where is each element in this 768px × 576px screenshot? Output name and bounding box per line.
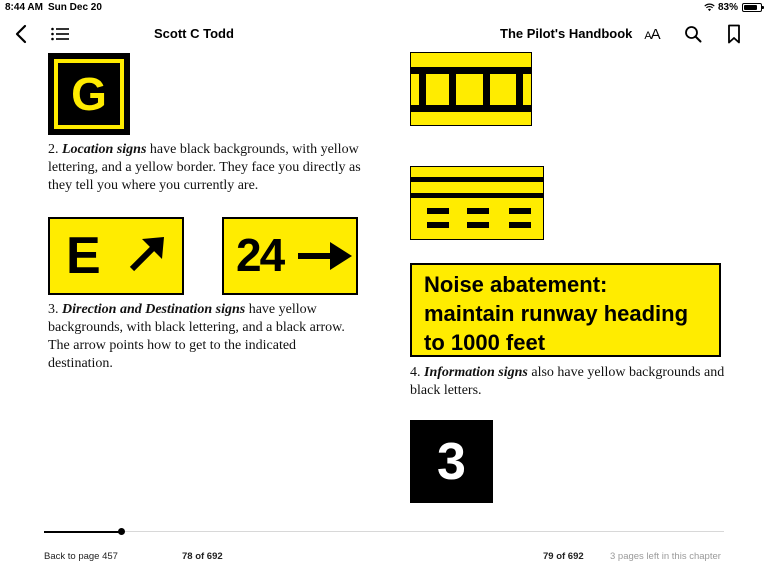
reader-toolbar: [0, 18, 768, 50]
right-page-number: 79 of 692: [543, 551, 584, 562]
bookmark-button[interactable]: [722, 22, 746, 46]
back-button[interactable]: [9, 22, 33, 46]
arrow-right-icon: [296, 239, 354, 273]
direction-signs-description: have yellow backgrounds, with black lettering, and a black arrow. The arrow points how to get to the indicated destination.: [48, 302, 345, 371]
chevron-left-icon: [14, 24, 28, 44]
destination-sign-image: [222, 217, 358, 295]
scrubber-progress: [44, 531, 121, 533]
book-title: The Pilot's Handbook: [500, 26, 633, 41]
item-number: 3.: [48, 302, 59, 317]
arrow-up-right-icon: [126, 231, 170, 275]
page-scrubber[interactable]: [44, 531, 724, 532]
item-number: 2.: [48, 142, 59, 157]
battery-icon: [742, 3, 762, 12]
marking-graphic: [411, 53, 532, 126]
direction-sign-letter: E: [66, 227, 101, 285]
back-to-page-link[interactable]: Back to page 457: [44, 551, 118, 562]
location-signs-description: have black backgrounds, with yellow lettering, and a yellow border. They face you directly as they tell you where you currently are.: [48, 142, 361, 193]
bookmark-icon: [727, 24, 741, 44]
search-icon: [684, 25, 702, 43]
information-sign-line: to 1000 feet: [424, 330, 546, 355]
status-bar: [0, 0, 768, 16]
direction-signs-term: Direction and Destination signs: [62, 302, 246, 317]
pages-left-in-chapter: 3 pages left in this chapter: [610, 551, 721, 562]
book-author: Scott C Todd: [154, 26, 234, 41]
location-sign-letter: G: [71, 68, 107, 120]
destination-sign-number: 24: [236, 229, 284, 281]
distance-remaining-sign-image: 3: [410, 420, 493, 503]
information-sign-image: [410, 263, 721, 357]
font-size-icon: AA: [644, 25, 660, 43]
status-time: 8:44 AM: [5, 2, 43, 13]
direction-sign-image: [48, 217, 184, 295]
information-sign-text: [424, 270, 688, 357]
location-signs-paragraph: [48, 141, 368, 195]
status-date: Sun Dec 20: [48, 2, 102, 13]
information-sign-line: Noise abatement:: [424, 272, 608, 297]
wifi-icon: [704, 3, 715, 12]
information-signs-description: also have yellow backgrounds and black letters.: [410, 365, 725, 398]
status-indicators: [704, 2, 762, 13]
left-page-number: 78 of 692: [182, 551, 223, 562]
table-of-contents-button[interactable]: [48, 22, 72, 46]
information-sign-line: maintain runway heading: [424, 301, 689, 326]
battery-percent: 83%: [717, 2, 738, 13]
information-signs-paragraph: [410, 364, 726, 400]
information-signs-term: Information signs: [424, 365, 528, 380]
scrubber-handle[interactable]: [118, 528, 125, 535]
location-signs-term: Location signs: [62, 142, 147, 157]
direction-signs-paragraph: [48, 301, 360, 373]
marking-graphic: [411, 167, 544, 240]
font-settings-button[interactable]: [639, 22, 665, 46]
holding-position-marking-image: [410, 52, 532, 126]
list-icon: [51, 27, 69, 41]
search-button[interactable]: [681, 22, 705, 46]
location-sign-image: [48, 53, 130, 135]
runway-holding-marking-image: [410, 166, 544, 240]
item-number: 4.: [410, 365, 421, 380]
